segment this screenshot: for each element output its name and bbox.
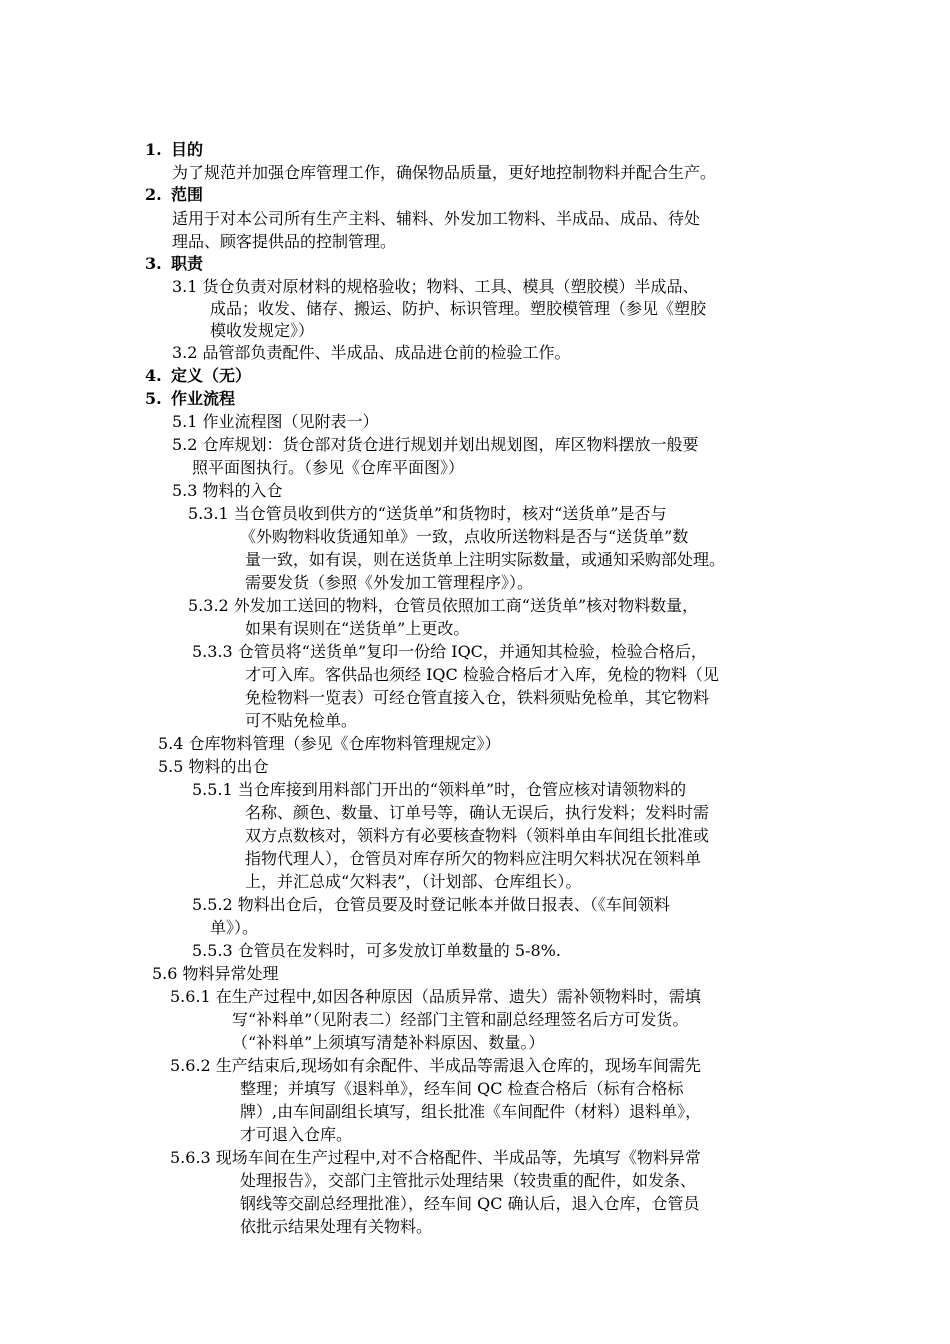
section-title: 目的 [171, 140, 204, 159]
section-title: 范围 [171, 185, 204, 204]
paragraph-line: 5.3.3 仓管员将“送货单”复印一份给 IQC，并通知其检验，检验合格后， [192, 642, 707, 661]
section-number: 5. [145, 389, 162, 408]
paragraph-line: 如果有误则在“送货单”上更改。 [245, 619, 470, 638]
paragraph-line: 整理；并填写《退料单》，经车间 QC 检查合格后（标有合格标 [240, 1079, 684, 1098]
section-title: 作业流程 [171, 389, 236, 408]
paragraph-line: 5.1 作业流程图（见附表一） [172, 412, 379, 431]
paragraph-line: 牌）,由车间副组长填写，组长批准《车间配件（材料）退料单》， [240, 1102, 702, 1121]
paragraph-line: 5.5.3 仓管员在发料时，可多发放订单数量的 5-8%. [192, 941, 561, 960]
paragraph-line: 5.5.1 当仓库接到用料部门开出的“领料单”时，仓管应核对请领物料的 [192, 780, 687, 799]
paragraph-line: 5.6.3 现场车间在生产过程中,对不合格配件、半成品等，先填写《物料异常 [170, 1148, 701, 1167]
paragraph-line: 5.3.1 当仓管员收到供方的“送货单”和货物时，核对“送货单”是否与 [188, 504, 667, 523]
paragraph-line: 可不贴免检单。 [245, 711, 358, 730]
paragraph-line: 上，并汇总成“欠料表”，（计划部、仓库组长）。 [245, 872, 582, 891]
paragraph-line: 名称、颜色、数量、订单号等，确认无误后，执行发料；发料时需 [245, 803, 710, 822]
paragraph-line: 5.3 物料的入仓 [172, 481, 283, 500]
paragraph-line: 5.4 仓库物料管理（参见《仓库物料管理规定》） [158, 734, 501, 753]
section-title: 职责 [171, 254, 204, 273]
section-number: 4. [145, 366, 162, 385]
paragraph-line: （“补料单”上须填写清楚补料原因、数量。） [232, 1033, 545, 1052]
section-4-heading [145, 365, 251, 387]
section-title: 定义（无） [171, 366, 252, 385]
paragraph-line: 5.5 物料的出仓 [158, 757, 269, 776]
paragraph-line: 照平面图执行。（参见《仓库平面图》） [192, 458, 465, 477]
paragraph-line: 依批示结果处理有关物料。 [240, 1217, 433, 1236]
paragraph-line: 《外购物料收货通知单》一致，点收所送物料是否与“送货单”数 [240, 527, 689, 546]
paragraph-line: 处理报告》，交部门主管批示处理结果（较贵重的配件，如发条、 [240, 1171, 697, 1190]
paragraph-line: 适用于对本公司所有生产主料、辅料、外发加工物料、半成品、成品、待处 [172, 209, 701, 228]
paragraph-line: 量一致，如有误，则在送货单上注明实际数量，或通知采购部处理。 [245, 550, 726, 569]
paragraph-line: 双方点数核对，领料方有必要核查物料（领料单由车间组长批准或 [245, 826, 710, 845]
section-number: 1. [145, 140, 162, 159]
section-2-heading [145, 184, 203, 206]
section-number: 2. [145, 185, 162, 204]
paragraph-line: 成品；收发、储存、搬运、防护、标识管理。塑胶模管理（参见《塑胶 [210, 299, 707, 318]
paragraph-line: 理品、顾客提供品的控制管理。 [172, 232, 397, 251]
section-5-heading [145, 388, 235, 410]
paragraph-line: 5.6 物料异常处理 [152, 964, 279, 983]
paragraph-line: 钢线等交副总经理批准），经车间 QC 确认后，退入仓库，仓管员 [240, 1194, 700, 1213]
paragraph-line: 3.2 品管部负责配件、半成品、成品进仓前的检验工作。 [172, 343, 571, 362]
paragraph-line: 需要发货（参照《外发加工管理程序》）。 [245, 573, 534, 592]
paragraph-line: 为了规范并加强仓库管理工作，确保物品质量，更好地控制物料并配合生产。 [172, 163, 717, 182]
paragraph-line: 才可入库。客供品也须经 IQC 检验合格后才入库，免检的物料（见 [245, 665, 719, 684]
paragraph-line: 单》）。 [210, 918, 259, 937]
section-number: 3. [145, 254, 162, 273]
paragraph-line: 5.5.2 物料出仓后，仓管员要及时登记帐本并做日报表、（《车间领料 [192, 895, 670, 914]
paragraph-line: 模收发规定》） [210, 321, 315, 340]
paragraph-line: 5.2 仓库规划：货仓部对货仓进行规划并划出规划图，库区物料摆放一般要 [172, 435, 699, 454]
paragraph-line: 5.3.2 外发加工送回的物料，仓管员依照加工商“送货单”核对物料数量， [188, 596, 699, 615]
paragraph-line: 3.1 货仓负责对原材料的规格验收；物料、工具、模具（塑胶模）半成品、 [172, 277, 699, 296]
paragraph-line: 写“补料单”（见附表二）经部门主管和副总经理签名后方可发货。 [232, 1010, 689, 1029]
section-3-heading [145, 253, 203, 275]
paragraph-line: 5.6.1 在生产过程中,如因各种原因（品质异常、遗失）需补领物料时，需填 [170, 987, 701, 1006]
paragraph-line: 才可退入仓库。 [240, 1125, 353, 1144]
paragraph-line: 5.6.2 生产结束后,现场如有余配件、半成品等需退入仓库的，现场车间需先 [170, 1056, 701, 1075]
section-1-heading [145, 139, 203, 161]
paragraph-line: 免检物料一览表）可经仓管直接入仓，铁料须贴免检单，其它物料 [245, 688, 710, 707]
paragraph-line: 指物代理人），仓管员对库存所欠的物料应注明欠料状况在领料单 [245, 849, 702, 868]
